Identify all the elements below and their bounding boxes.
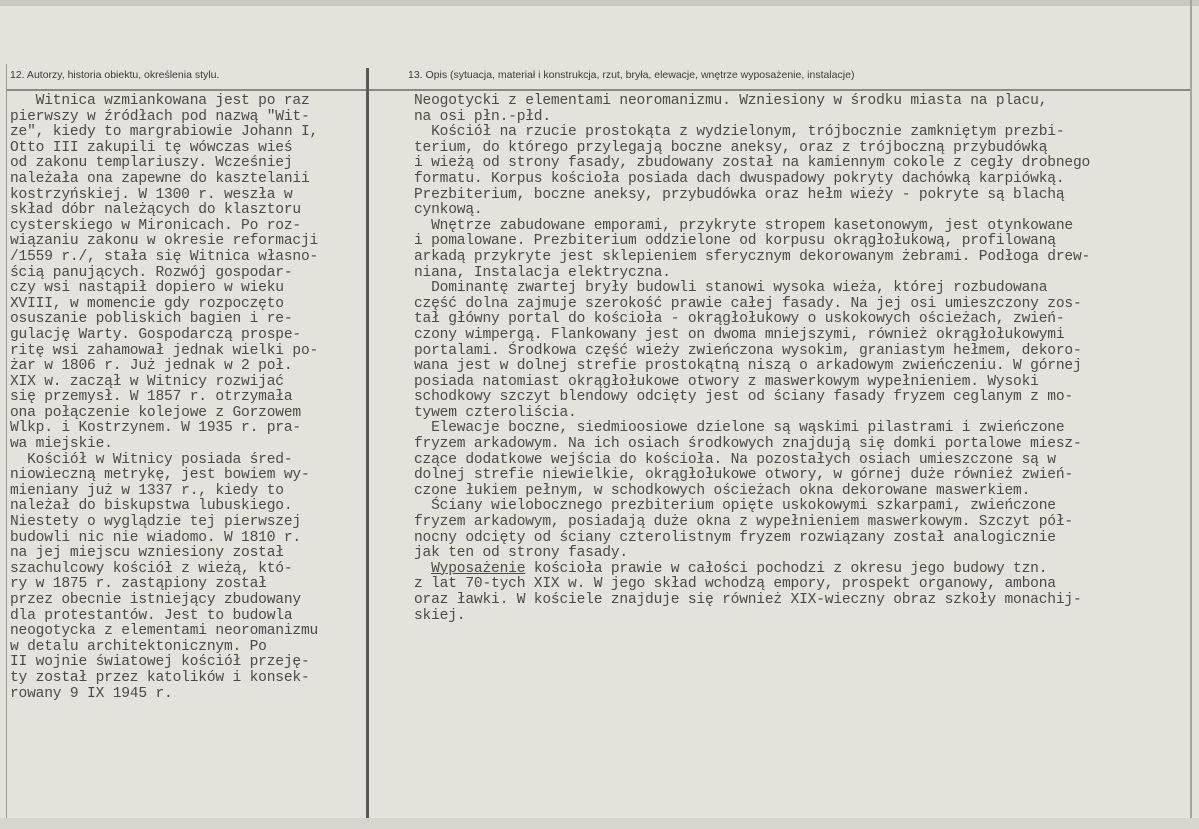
- text-line: tał główny portal do kościoła - okrągłołukowy o uskokowych ościeżach, zwień-: [414, 311, 1065, 328]
- text-line: Niestety o wyglądzie tej pierwszej: [10, 514, 301, 531]
- text-line: Kościół w Witnicy posiada śred-: [10, 451, 293, 468]
- text-line: część dolna zajmuje szerokość prawie całej fasady. Na jej osi umieszczony zos-: [414, 295, 1082, 312]
- text-line: /1559 r./, stała się Witnica własno-: [10, 248, 319, 265]
- text-line: czy wsi nastąpił dopiero w wieku: [10, 280, 284, 297]
- text-line: wiązaniu zakonu w okresie reformacji: [10, 233, 319, 250]
- header-divider: [6, 89, 1190, 91]
- text-line: ty został przez katolików i konsek-: [10, 669, 310, 686]
- text-line: skiej.: [414, 607, 466, 624]
- text-line: Dominantę zwartej bryły budowli stanowi wysoka wieża, której rozbudowana: [414, 280, 1048, 297]
- text-line: Wnętrze zabudowane emporami, przykryte stropem kasetonowym, jest otynkowane: [414, 217, 1073, 234]
- text-line: Ściany wielobocznego prezbiterium opięte uskokowymi szkarpami, zwieńczone: [414, 498, 1056, 515]
- text-line: i wieżą od strony fasady, zbudowany został na kamiennym cokole z cegły drobnego: [414, 155, 1091, 172]
- text-line: należała ona zapewne do kasztelanii: [10, 170, 310, 187]
- text-line: wana jest w dolnej strefie prostokątną niszą o arkadowym zwieńczeniu. W górnej: [414, 358, 1082, 375]
- text-line: Otto III zakupili tę wówczas wieś: [10, 139, 293, 156]
- text-line: wa miejskie.: [10, 436, 113, 453]
- text-line: czące dodatkowe wejścia do kościoła. Na pozostałych osiach umieszczone są w: [414, 451, 1056, 468]
- text-line: cysterskiego w Mironicach. Po roz-: [10, 217, 301, 234]
- text-line: od zakonu templariuszy. Wcześniej: [10, 155, 293, 172]
- text-line: mieniany już w 1337 r., kiedy to: [10, 482, 284, 499]
- text-line: fryzem arkadowym, posiadają duże okna z wypełnieniem maswerkowym. Szczyt pół-: [414, 514, 1073, 531]
- text-line: terium, do którego przylegają boczne aneksy, oraz z trójboczną przybudówką: [414, 139, 1048, 156]
- text-line: nocny odcięty od ściany czterolistnym fryzem rozwiązany został analogicznie: [414, 529, 1056, 546]
- text-line: niowieczną metrykę, jest bowiem wy-: [10, 467, 310, 484]
- text-line: kostrzyńskiej. W 1300 r. weszła w: [10, 186, 293, 203]
- text-indent: [414, 561, 431, 577]
- text-line: Wlkp. i Kostrzynem. W 1935 r. pra-: [10, 420, 301, 437]
- text-line: dolnej strefie niewielkie, okrągłołukowe otwory, w górnej duże również zwień-: [414, 467, 1073, 484]
- text-line: Witnica wzmiankowana jest po raz: [10, 93, 310, 109]
- right-frame-line: [1190, 0, 1192, 829]
- text-line-rest: kościoła prawie w całości pochodzi z okresu jego budowy tzn.: [525, 560, 1048, 577]
- bottom-edge: [0, 818, 1199, 829]
- text-line: jak ten od strony fasady.: [414, 545, 628, 562]
- text-line: portalami. Środkowa część wieży zwieńczona wysokim, graniastym hełmem, dekoro-: [414, 342, 1082, 359]
- text-line: czony wimpergą. Flankowany jest on dwoma mniejszymi, również okrągłołukowymi: [414, 326, 1065, 343]
- text-line: arkadą przykryte jest sklepieniem sferycznym dekorowanym żebrami. Podłoga drew-: [414, 248, 1091, 265]
- left-frame-line: [6, 64, 7, 824]
- text-line: dla protestantów. Jest to budowla: [10, 607, 293, 624]
- text-line: z lat 70-tych XIX w. W jego skład wchodzą empory, prospekt organowy, ambona: [414, 576, 1056, 593]
- text-line: oraz ławki. W kościele znajduje się również XIX-wieczny obraz szkoły monachij-: [414, 592, 1082, 608]
- text-line: XIX w. zaczął w Witnicy rozwijać: [10, 373, 284, 390]
- text-line: neogotycka z elementami neoromanizmu: [10, 623, 319, 640]
- text-line: XVIII, w momencie gdy rozpoczęto: [10, 295, 284, 312]
- text-line: budowli nic nie wiadomo. W 1810 r.: [10, 529, 301, 546]
- text-line: czone łukiem pełnym, w schodkowych ościeżach okna dekorowane maswerkiem.: [414, 482, 1031, 499]
- text-line: cynkową.: [414, 202, 483, 219]
- text-line: przez obecnie istniejący zbudowany: [10, 592, 301, 608]
- text-line: żar w 1806 r. Już jednak w 2 poł.: [10, 358, 293, 375]
- text-line: ze", kiedy to margrabiowie Johann I,: [10, 124, 319, 141]
- text-line: należał do biskupstwa lubuskiego.: [10, 498, 293, 515]
- top-edge: [0, 0, 1199, 6]
- text-line: [414, 562, 1174, 578]
- text-line: na jej miejscu wzniesiony został: [10, 545, 284, 562]
- text-line: Prezbiterium, boczne aneksy, przybudówka oraz hełm wieży - pokryte są blachą: [414, 186, 1065, 203]
- column-divider: [366, 68, 369, 829]
- text-line: Neogotycki z elementami neoromanizmu. Wzniesiony w środku miasta na placu,: [414, 93, 1048, 109]
- text-line: Kościół na rzucie prostokąta z wydzielonym, trójbocznie zamkniętym prezbi-: [414, 124, 1065, 141]
- underlined-heading-word: Wyposażenie: [431, 560, 526, 577]
- text-line: tywem czteroliścia.: [414, 404, 577, 421]
- text-line: się przemysł. W 1857 r. otrzymała: [10, 389, 293, 406]
- text-line: ritę wsi zahamował jednak wielki po-: [10, 342, 319, 359]
- history-text-column: [10, 94, 362, 702]
- text-line: osuszanie pobliskich bagien i re-: [10, 311, 293, 328]
- text-line: rowany 9 IX 1945 r.: [10, 685, 173, 702]
- description-text-column: [414, 94, 1174, 624]
- text-line: formatu. Korpus kościoła posiada dach dwuspadowy pokryty dachówką karpiówką.: [414, 170, 1065, 187]
- text-line: na osi płn.-płd.: [414, 108, 551, 125]
- text-line: Elewacje boczne, siedmioosiowe dzielone są wąskimi pilastrami i zwieńczone: [414, 420, 1065, 437]
- text-line: szachulcowy kościół z wieżą, któ-: [10, 560, 293, 577]
- text-line: posiada natomiast okrągłołukowe otwory z maswerkowym wypełnieniem. Wysoki: [414, 373, 1039, 390]
- text-line: ścią panujących. Rozwój gospodar-: [10, 264, 293, 281]
- text-line: fryzem arkadowym. Na ich osiach środkowych znajdują się domki portalowe miesz-: [414, 436, 1082, 453]
- text-line: gulację Warty. Gospodarczą prospe-: [10, 326, 301, 343]
- text-line: schodkowy szczyt blendowy odcięty jest od ściany fasady fryzem ceglanym z mo-: [414, 389, 1073, 406]
- text-line: niana, Instalacja elektryczna.: [414, 264, 671, 281]
- text-line: ry w 1875 r. zastąpiony został: [10, 576, 267, 593]
- section-12-header: 12. Autorzy, historia obiektu, określenia stylu.: [10, 69, 220, 81]
- text-line: II wojnie światowej kościół przeję-: [10, 654, 310, 671]
- text-line: w detalu architektonicznym. Po: [10, 638, 267, 655]
- text-line: skład dóbr należących do klasztoru: [10, 202, 301, 219]
- section-13-header: 13. Opis (sytuacja, materiał i konstrukcja, rzut, bryła, elewacje, wnętrze wyposażenie, instalacje): [408, 69, 855, 81]
- text-line: i pomalowane. Prezbiterium oddzielone od korpusu okrągłołukową, profilowaną: [414, 233, 1056, 250]
- text-line: pierwszy w źródłach pod nazwą "Wit-: [10, 108, 310, 125]
- text-line: ona połączenie kolejowe z Gorzowem: [10, 404, 301, 421]
